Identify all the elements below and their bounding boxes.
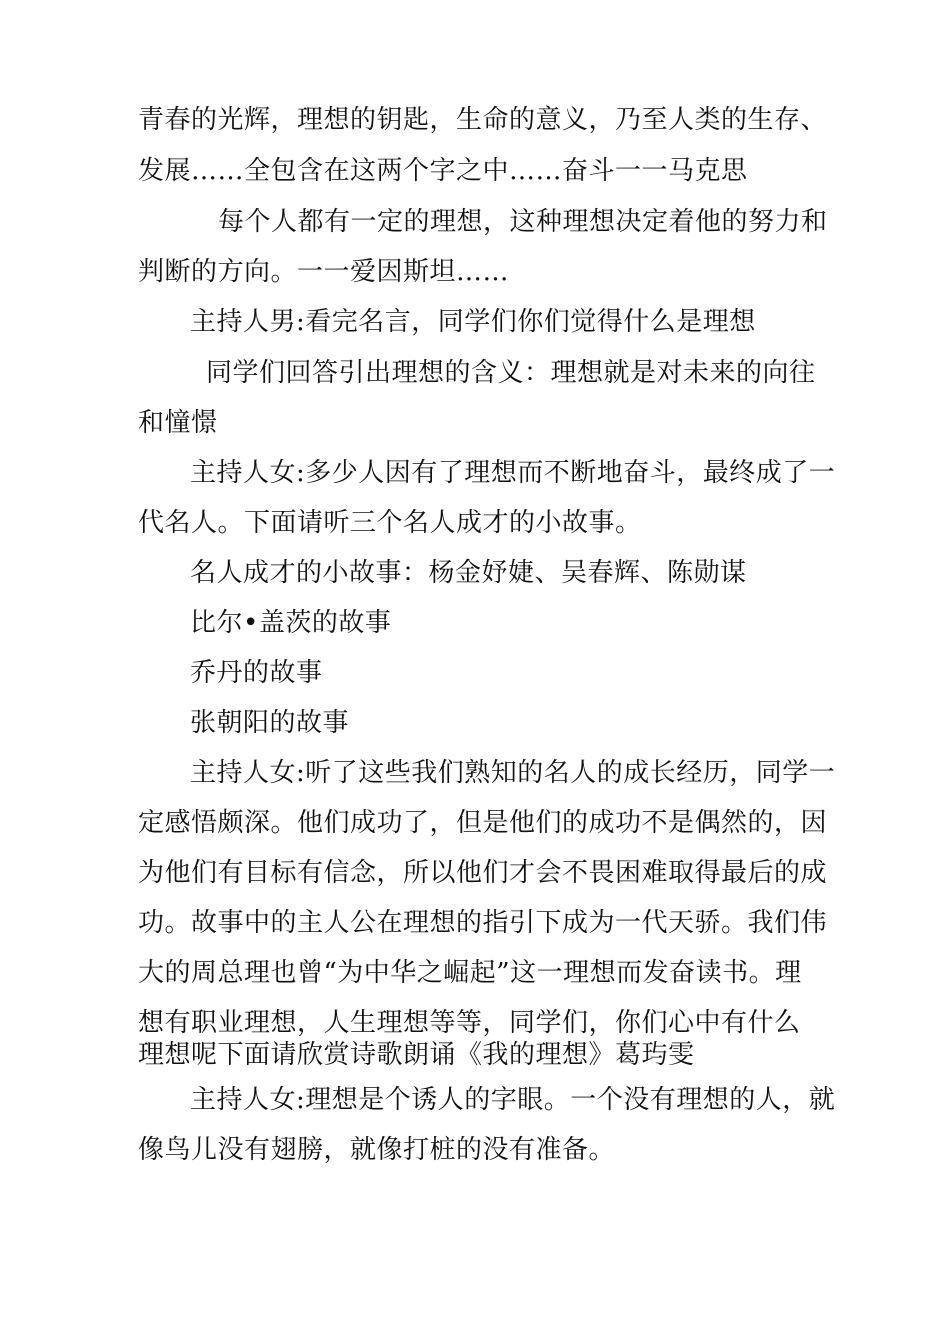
text-line: 主持人女:多少人因有了理想而不断地奋斗，最终成了一 — [190, 458, 836, 488]
text-line: 主持人女:听了这些我们熟知的名人的成长经历，同学一 — [190, 758, 836, 788]
text-line: 每个人都有一定的理想，这种理想决定着他的努力和 — [218, 207, 828, 237]
text-line: 青春的光辉，理想的钥匙，生命的意义，乃至人类的生存、 — [138, 105, 828, 135]
text-line: 张朝阳的故事 — [190, 708, 350, 738]
text-line: 代名人。下面请听三个名人成才的小故事。 — [138, 508, 642, 538]
text-line: 和憧憬 — [138, 408, 218, 438]
text-line: 想有职业理想，人生理想等等，同学们，你们心中有什么 — [138, 1008, 801, 1038]
text-line: 大的周总理也曾“为中华之崛起”这一理想而发奋读书。理 — [138, 958, 802, 988]
text-line: 比尔•盖茨的故事 — [190, 608, 392, 638]
text-line: 名人成才的小故事：杨金妤婕、吴春辉、陈勋谋 — [190, 558, 747, 588]
text-line: 同学们回答引出理想的含义：理想就是对未来的向往 — [206, 358, 816, 388]
text-line: 判断的方向。一一爱因斯坦…… — [138, 257, 510, 287]
text-line: 主持人女:理想是个诱人的字眼。一个没有理想的人，就 — [190, 1085, 836, 1115]
text-line: 定感悟颇深。他们成功了，但是他们的成功不是偶然的，因 — [138, 808, 828, 838]
text-line: 为他们有目标有信念，所以他们才会不畏困难取得最后的成 — [138, 858, 828, 888]
text-line: 功。故事中的主人公在理想的指引下成为一代天骄。我们伟 — [138, 908, 828, 938]
text-line: 理想呢下面请欣赏诗歌朗诵《我的理想》葛玙雯 — [138, 1040, 695, 1070]
text-line: 主持人男:看完名言，同学们你们觉得什么是理想 — [190, 307, 756, 337]
text-line: 像鸟儿没有翅膀，就像打桩的没有准备。 — [138, 1135, 616, 1165]
text-line: 发展……全包含在这两个字之中……奋斗一一马克思 — [138, 156, 748, 186]
text-line: 乔丹的故事 — [190, 658, 323, 688]
